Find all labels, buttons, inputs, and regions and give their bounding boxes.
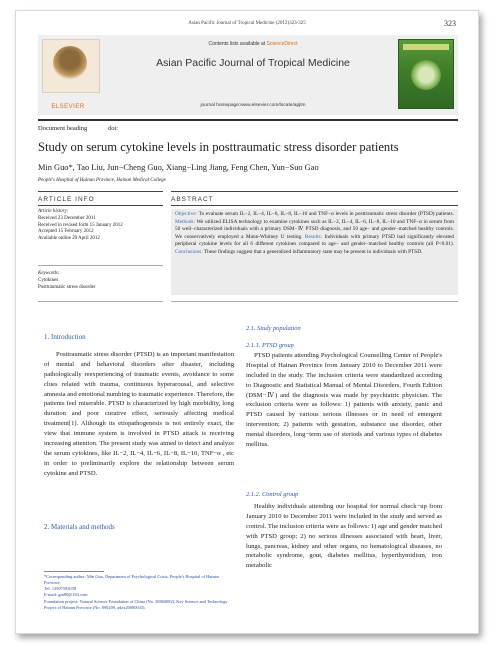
affiliation: People's Hospital of Hainan Province, Hainan Medical College: [38, 178, 166, 183]
ptsd-group-heading: 2.1.1. PTSD group: [246, 342, 294, 349]
author-phone: Tel: 13907583038: [44, 586, 77, 592]
running-head: Asian Pacific Journal of Tropical Medicine (2012)323-325: [188, 21, 306, 26]
contents-line: [118, 41, 388, 47]
received-date: Received 23 December 2011: [38, 215, 96, 221]
info-rule-top: [38, 191, 163, 192]
keyword-item: Posttraumatic stress disorder: [38, 284, 96, 290]
abstract-heading: ABSTRACT: [171, 196, 214, 203]
study-population-heading: 2.1. Study population: [246, 325, 301, 332]
online-date: Available online 20 April 2012: [38, 236, 100, 241]
introduction-text: Posttraumatic stress disorder (PTSD) is an important manifestation of mental and behavioral disorders after disaster, including pathologically reexperiencing of traumatic events, avoidance to some clues related with trauma, continuous hyperarousal, and selective amnesia and emotional numbing to traumatic experience. Therefore, the patients feel miserable. PTSD is characterized by high morbidity, long duration and poor curative effect, seriously affecting medical treatment[1]. Although its etiopathogenesis is not entirely exact, the view that immune system is involved in PTSD attack is receiving increasing attention. The present study was aimed to detect and analyze the serum cytokines, like IL−2, IL−4, IL−6, IL−8, IL−10, TNF−α , etc in order to preliminarily explore the relationship between serum cytokine and PTSD.: [44, 351, 234, 477]
author-email[interactable]: E-mail: gm80@163.com: [44, 592, 88, 598]
article-info-heading: ARTICLE INFO: [38, 196, 95, 203]
results-label: Results:: [302, 233, 323, 240]
sciencedirect-link[interactable]: ScienceDirect: [266, 41, 298, 47]
objective-label: Objective:: [175, 211, 198, 217]
elsevier-tree-icon: [53, 46, 87, 80]
footnote-rule: [44, 571, 104, 572]
abstract-box: [171, 209, 458, 295]
journal-page: [15, 10, 479, 634]
contents-prefix: Contents lists available at: [208, 41, 267, 47]
keywords: [38, 271, 163, 291]
elsevier-logo: [42, 39, 100, 93]
abstract-rule-top: [171, 191, 458, 192]
article-title: Study on serum cytokine levels in posttraumatic stress disorder patients: [38, 140, 399, 154]
header-rule: [38, 119, 458, 121]
doi-label: doi:: [108, 125, 119, 132]
control-group-heading: 2.1.2. Control group: [246, 491, 299, 498]
keywords-rule: [38, 265, 163, 266]
ptsd-group-text: PTSD patients attending Psychological Counselling Center of People's Hospital of Hainan Province from January 2010 to December 2011 were included in the study. The inclusion criteria were standardized according to Diagnostic and Statistical Manual of Mental Disorders, Fourth Edition (DSM−Ⅳ) and the diagnosis was made by psychiatric physician. The exclusion criteria were as follows: 1) patients with anxiety, panic and PTSD caused by various serious illnesses or in need of emergent intervention; 2) patients with gestation, substance use disorder, other mental disorders, long−term use of steriods and various types of diabetes mellitus.: [246, 352, 442, 449]
journal-title: Asian Pacific Journal of Tropical Medicine: [156, 57, 350, 69]
cover-title-strip: [403, 44, 449, 50]
methods-text: We utilized ELISA technology to examine cytokines such as IL−2, IL−4, IL−6, IL−8, IL−10 and TNF−α in serum from 50 well−characterized individuals with a primary DSM−Ⅳ PTSD diagnosis, and 50 age− and gender−matched healthy controls. We conservatively employed a Mann-Whitney U testing.: [175, 218, 454, 240]
objective-text: To evaluate serum IL−2, IL−4, IL−6, IL−8, IL−10 and TNF−α levels in posttraumatic stress disorder (PTSD) patients.: [197, 211, 454, 217]
document-heading: Document heading: [38, 125, 88, 132]
foundation-project: Foundation project: Natural Science Foundation of China (No. 30860082), Key Science and Technology Project of Hainan Province (No. 090209, adzx20080043).: [44, 598, 228, 610]
abstract-text: [175, 211, 454, 256]
introduction-heading: 1. Introduction: [44, 333, 86, 341]
accepted-date: Accepted 15 February 2012: [38, 229, 94, 235]
journal-cover-image: [398, 39, 454, 109]
corresponding-author: *Corresponding author: Min Guo, Department of Psychological Crisis, People's Hospital of Hainan Province.: [44, 574, 219, 586]
journal-banner: [38, 35, 458, 115]
abstract-rule-end: [171, 301, 458, 302]
conclusions-label: Conclusions:: [175, 248, 203, 255]
history-label: Article history:: [38, 209, 69, 214]
keywords-label: Keywords:: [38, 271, 60, 276]
conclusions-text: These findings suggest that a generalized inflammatory state may be present in individuals with PTSD.: [202, 248, 423, 255]
cover-emblem: [411, 60, 441, 90]
keyword-item: Cytokines: [38, 277, 59, 283]
footnotes: [44, 574, 234, 611]
results-text: Individuals with primary PTSD had significantly elevated peripheral cytokine levels for all 6 different cytokines compared to age− and gender−matched healthy controls (all P<0.01).: [175, 233, 454, 248]
abstract-rule-bottom: [171, 205, 458, 206]
control-group-text: Healthy individuals attending our hospital for normal check−up from January 2010 to December 2011 were included in the study and served as control. The inclusion criteria were as follows: 1) age and gender matched with PTSD group; 2) no serious illnesses associated with heart, liver, lungs, pancreas, kidney and other organs, no hematological diseases, no metabolic syndrome, gout, diabetes mellitus, hyperthymidism, iron metabolic: [246, 503, 442, 570]
info-rule-end: [38, 301, 163, 302]
article-history: [38, 209, 163, 243]
materials-heading: 2. Materials and methods: [44, 523, 115, 531]
journal-homepage[interactable]: journal homepage:www.elsevier.com/locate/apjtm: [200, 103, 306, 108]
info-rule-bottom: [38, 205, 163, 206]
author-list: Min Guo*, Tao Liu, Jun−Cheng Guo, Xiang−Ling Jiang, Feng Chen, Yun−Suo Gao: [38, 163, 319, 172]
publisher-name: ELSEVIER: [51, 104, 85, 110]
methods-label: Methods:: [175, 218, 196, 225]
page-number: 323: [444, 19, 456, 28]
revised-date: Received in revised form 15 January 2012: [38, 222, 123, 228]
